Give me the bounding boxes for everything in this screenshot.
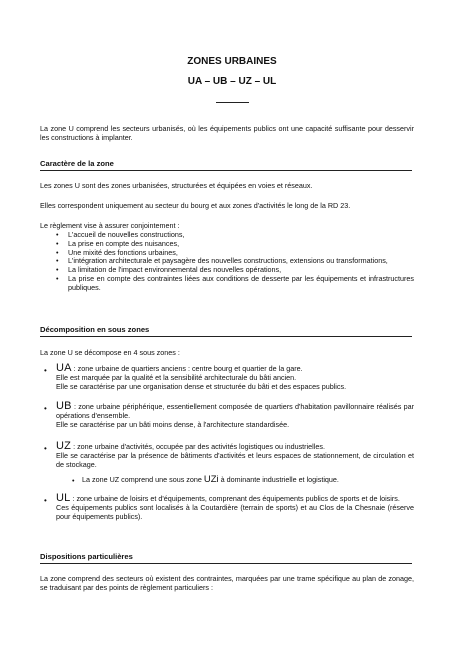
list-item: • La limitation de l'impact environnemental des nouvelles opérations, [56, 266, 414, 275]
bullet-icon: • [72, 476, 75, 485]
zone-ua-definition: UA : zone urbaine de quartiers anciens : centre bourg et quartier de la gare. [56, 362, 303, 374]
zone-code-ub: UB [56, 400, 72, 412]
list-item: • L'intégration architecturale et paysagère des nouvelles constructions, extensions ou transformations, [56, 257, 414, 266]
zone-ul-line-1: Ces équipements publics sont localisés à la Coutardière (terrain de sports) et au Clos de la Chesnaie (réserve pour équipements publics). [56, 502, 414, 521]
zone-uzi [72, 474, 412, 485]
caractere-paragraph-1: Les zones U sont des zones urbanisées, structurées et équipées en voies et réseaux. [40, 181, 313, 190]
zone-ub-definition: UB : zone urbaine périphérique, essentiellement composée de quartiers d'habitation pavillonnaire réalisés par opérations d'ensemble. [56, 400, 414, 420]
list-item: • L'accueil de nouvelles constructions, [56, 231, 414, 240]
zone-uz-line-1: Elle se caractérise par la présence de bâtiments d'activités et leurs espaces de stationnement, de circulation et de stockage. [56, 450, 414, 469]
section-heading-decomposition: Décomposition en sous zones [40, 325, 412, 337]
zone-ub-line-1: Elle se caractérise par un bâti moins dense, à l'architecture standardisée. [56, 419, 290, 429]
list-item: • La prise en compte des nuisances, [56, 240, 414, 249]
bullet-icon: • [44, 404, 47, 413]
list-item: • Une mixité des fonctions urbaines, [56, 249, 414, 258]
bullet-icon: • [44, 366, 47, 375]
zone-uzi-text: La zone UZ comprend une sous zone UZi à dominante industrielle et logistique. [82, 474, 339, 485]
section-heading-caractere: Caractère de la zone [40, 159, 412, 171]
caractere-paragraph-2: Elles correspondent uniquement au secteur du bourg et aux zones d'activités le long de la RD 23. [40, 201, 351, 210]
zone-uz-definition: UZ : zone urbaine d'activités, occupée par des activités logistiques ou industrielles. [56, 440, 325, 452]
zone-code-uzi: UZi [203, 474, 219, 485]
caractere-paragraph-3: Le règlement vise à assurer conjointement : [40, 221, 180, 230]
caractere-bullet-list [56, 231, 414, 293]
page-title: ZONES URBAINES [187, 56, 277, 67]
section-heading-dispositions: Dispositions particulières [40, 552, 412, 564]
zone-ua-line-2: Elle se caractérise par une organisation dense et structurée du bâti et des espaces publics. [56, 381, 347, 391]
zone-ub [44, 400, 414, 429]
page-subtitle: UA – UB – UZ – UL [187, 76, 277, 87]
zone-ua [44, 362, 414, 391]
zone-code-ua: UA [56, 362, 72, 374]
decomposition-lead: La zone U se décompose en 4 sous zones : [40, 348, 180, 357]
zone-code-uz: UZ [56, 440, 72, 452]
bullet-icon: • [44, 444, 47, 453]
zone-uz [44, 440, 414, 469]
zone-ua-line-1: Elle est marquée par la qualité et la sensibilité architecturale du bâti ancien. [56, 372, 297, 382]
zone-ul-definition: UL : zone urbaine de loisirs et d'équipements, comprenant des équipements publics de sports et de loisirs. [56, 492, 400, 504]
bullet-icon: • [44, 496, 47, 505]
intro-paragraph: La zone U comprend les secteurs urbanisés, où les équipements publics ont une capacité suffisante pour desservir les constructions à implanter. [40, 124, 414, 142]
zone-code-ul: UL [56, 492, 71, 504]
list-item: • La prise en compte des contraintes liées aux conditions de desserte par les équipements et infrastructures publiques. [56, 275, 414, 293]
title-divider [216, 102, 249, 103]
zone-ul [44, 492, 414, 521]
dispositions-paragraph: La zone comprend des secteurs où existent des contraintes, marquées par une trame spécifique au plan de zonage, se traduisant par des points de règlement particuliers : [40, 574, 414, 592]
